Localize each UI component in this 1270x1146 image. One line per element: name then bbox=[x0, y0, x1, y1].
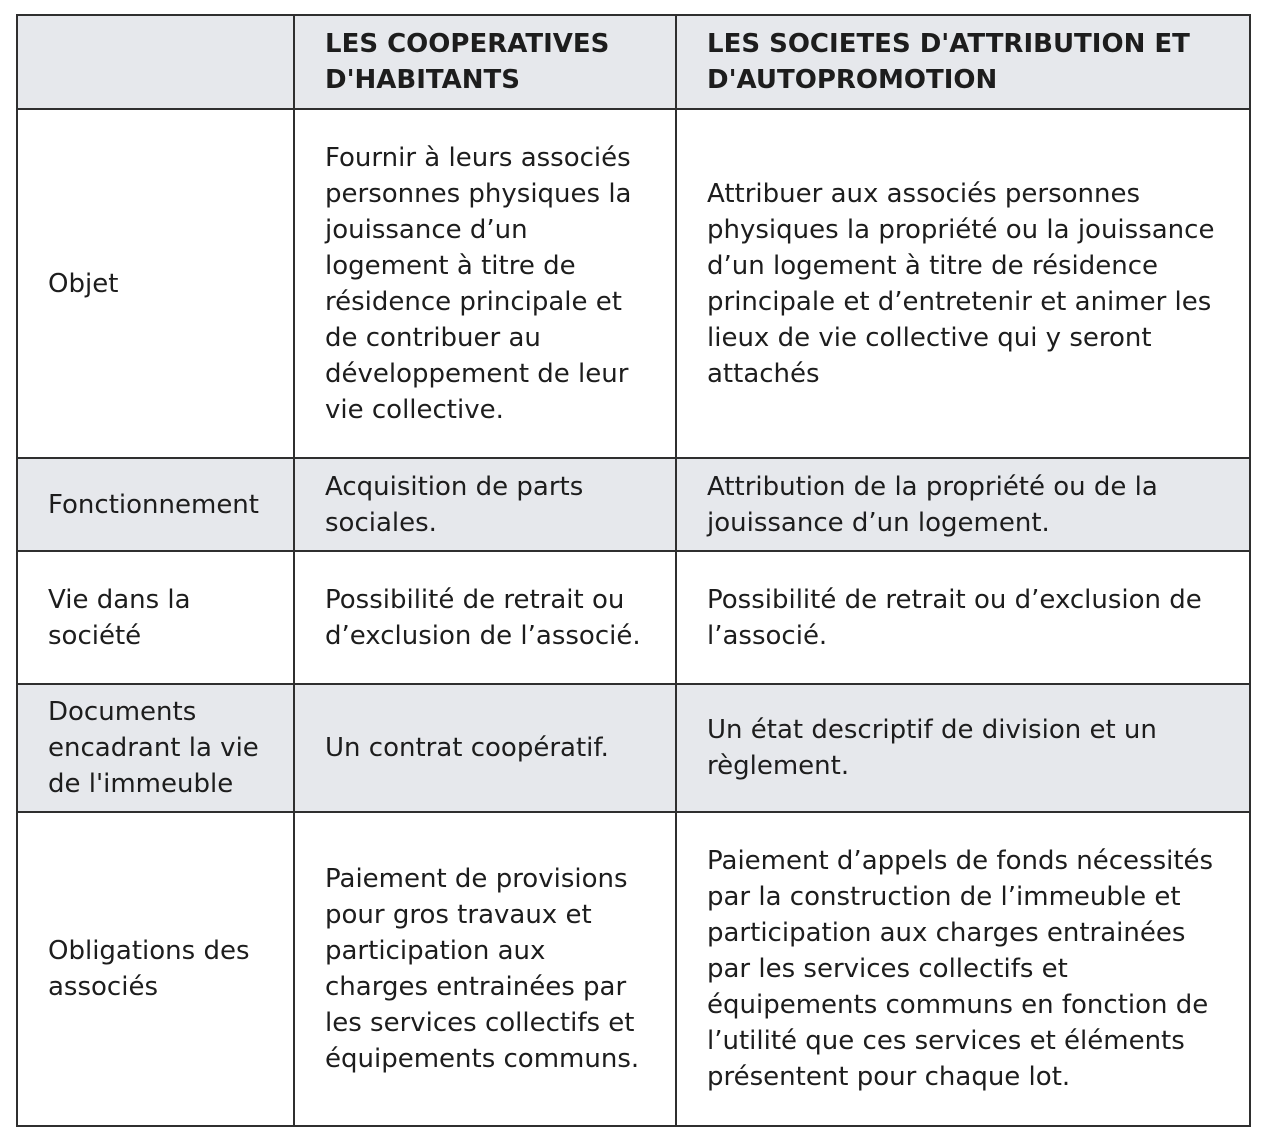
header-cooperatives: LES COOPERATIVES D'HABITANTS bbox=[294, 15, 676, 109]
societes-cell: Possibilité de retrait ou d’exclusion de l’associé. bbox=[676, 551, 1250, 684]
row-label: Objet bbox=[17, 109, 294, 458]
cooperatives-cell: Un contrat coopératif. bbox=[294, 684, 676, 812]
societes-cell: Paiement d’appels de fonds nécessités par la construction de l’immeuble et participation aux charges entrainées par les services collectifs et équipements communs en fonction de l’utilité que ces services et éléments présentent pour chaque lot. bbox=[676, 812, 1250, 1126]
table-row-documents bbox=[17, 684, 1250, 812]
row-label: Fonctionnement bbox=[17, 458, 294, 551]
table-row-objet bbox=[17, 109, 1250, 458]
header-societes: LES SOCIETES D'ATTRIBUTION ET D'AUTOPROMOTION bbox=[676, 15, 1250, 109]
row-label: Vie dans la société bbox=[17, 551, 294, 684]
table-row-obligations bbox=[17, 812, 1250, 1126]
comparison-table bbox=[16, 14, 1251, 1127]
societes-cell: Attribution de la propriété ou de la jouissance d’un logement. bbox=[676, 458, 1250, 551]
row-label: Documents encadrant la vie de l'immeuble bbox=[17, 684, 294, 812]
table-header-row bbox=[17, 15, 1250, 109]
cooperatives-cell: Possibilité de retrait ou d’exclusion de l’associé. bbox=[294, 551, 676, 684]
table-row-vie-dans-la-societe bbox=[17, 551, 1250, 684]
row-label: Obligations des associés bbox=[17, 812, 294, 1126]
societes-cell: Un état descriptif de division et un règlement. bbox=[676, 684, 1250, 812]
cooperatives-cell: Acquisition de parts sociales. bbox=[294, 458, 676, 551]
cooperatives-cell: Fournir à leurs associés personnes physiques la jouissance d’un logement à titre de résidence principale et de contribuer au développement de leur vie collective. bbox=[294, 109, 676, 458]
table-row-fonctionnement bbox=[17, 458, 1250, 551]
header-empty-cell bbox=[17, 15, 294, 109]
societes-cell: Attribuer aux associés personnes physiques la propriété ou la jouissance d’un logement à titre de résidence principale et d’entretenir et animer les lieux de vie collective qui y seront attachés bbox=[676, 109, 1250, 458]
cooperatives-cell: Paiement de provisions pour gros travaux et participation aux charges entrainées par les services collectifs et équipements communs. bbox=[294, 812, 676, 1126]
comparison-table-container bbox=[16, 14, 1249, 1127]
